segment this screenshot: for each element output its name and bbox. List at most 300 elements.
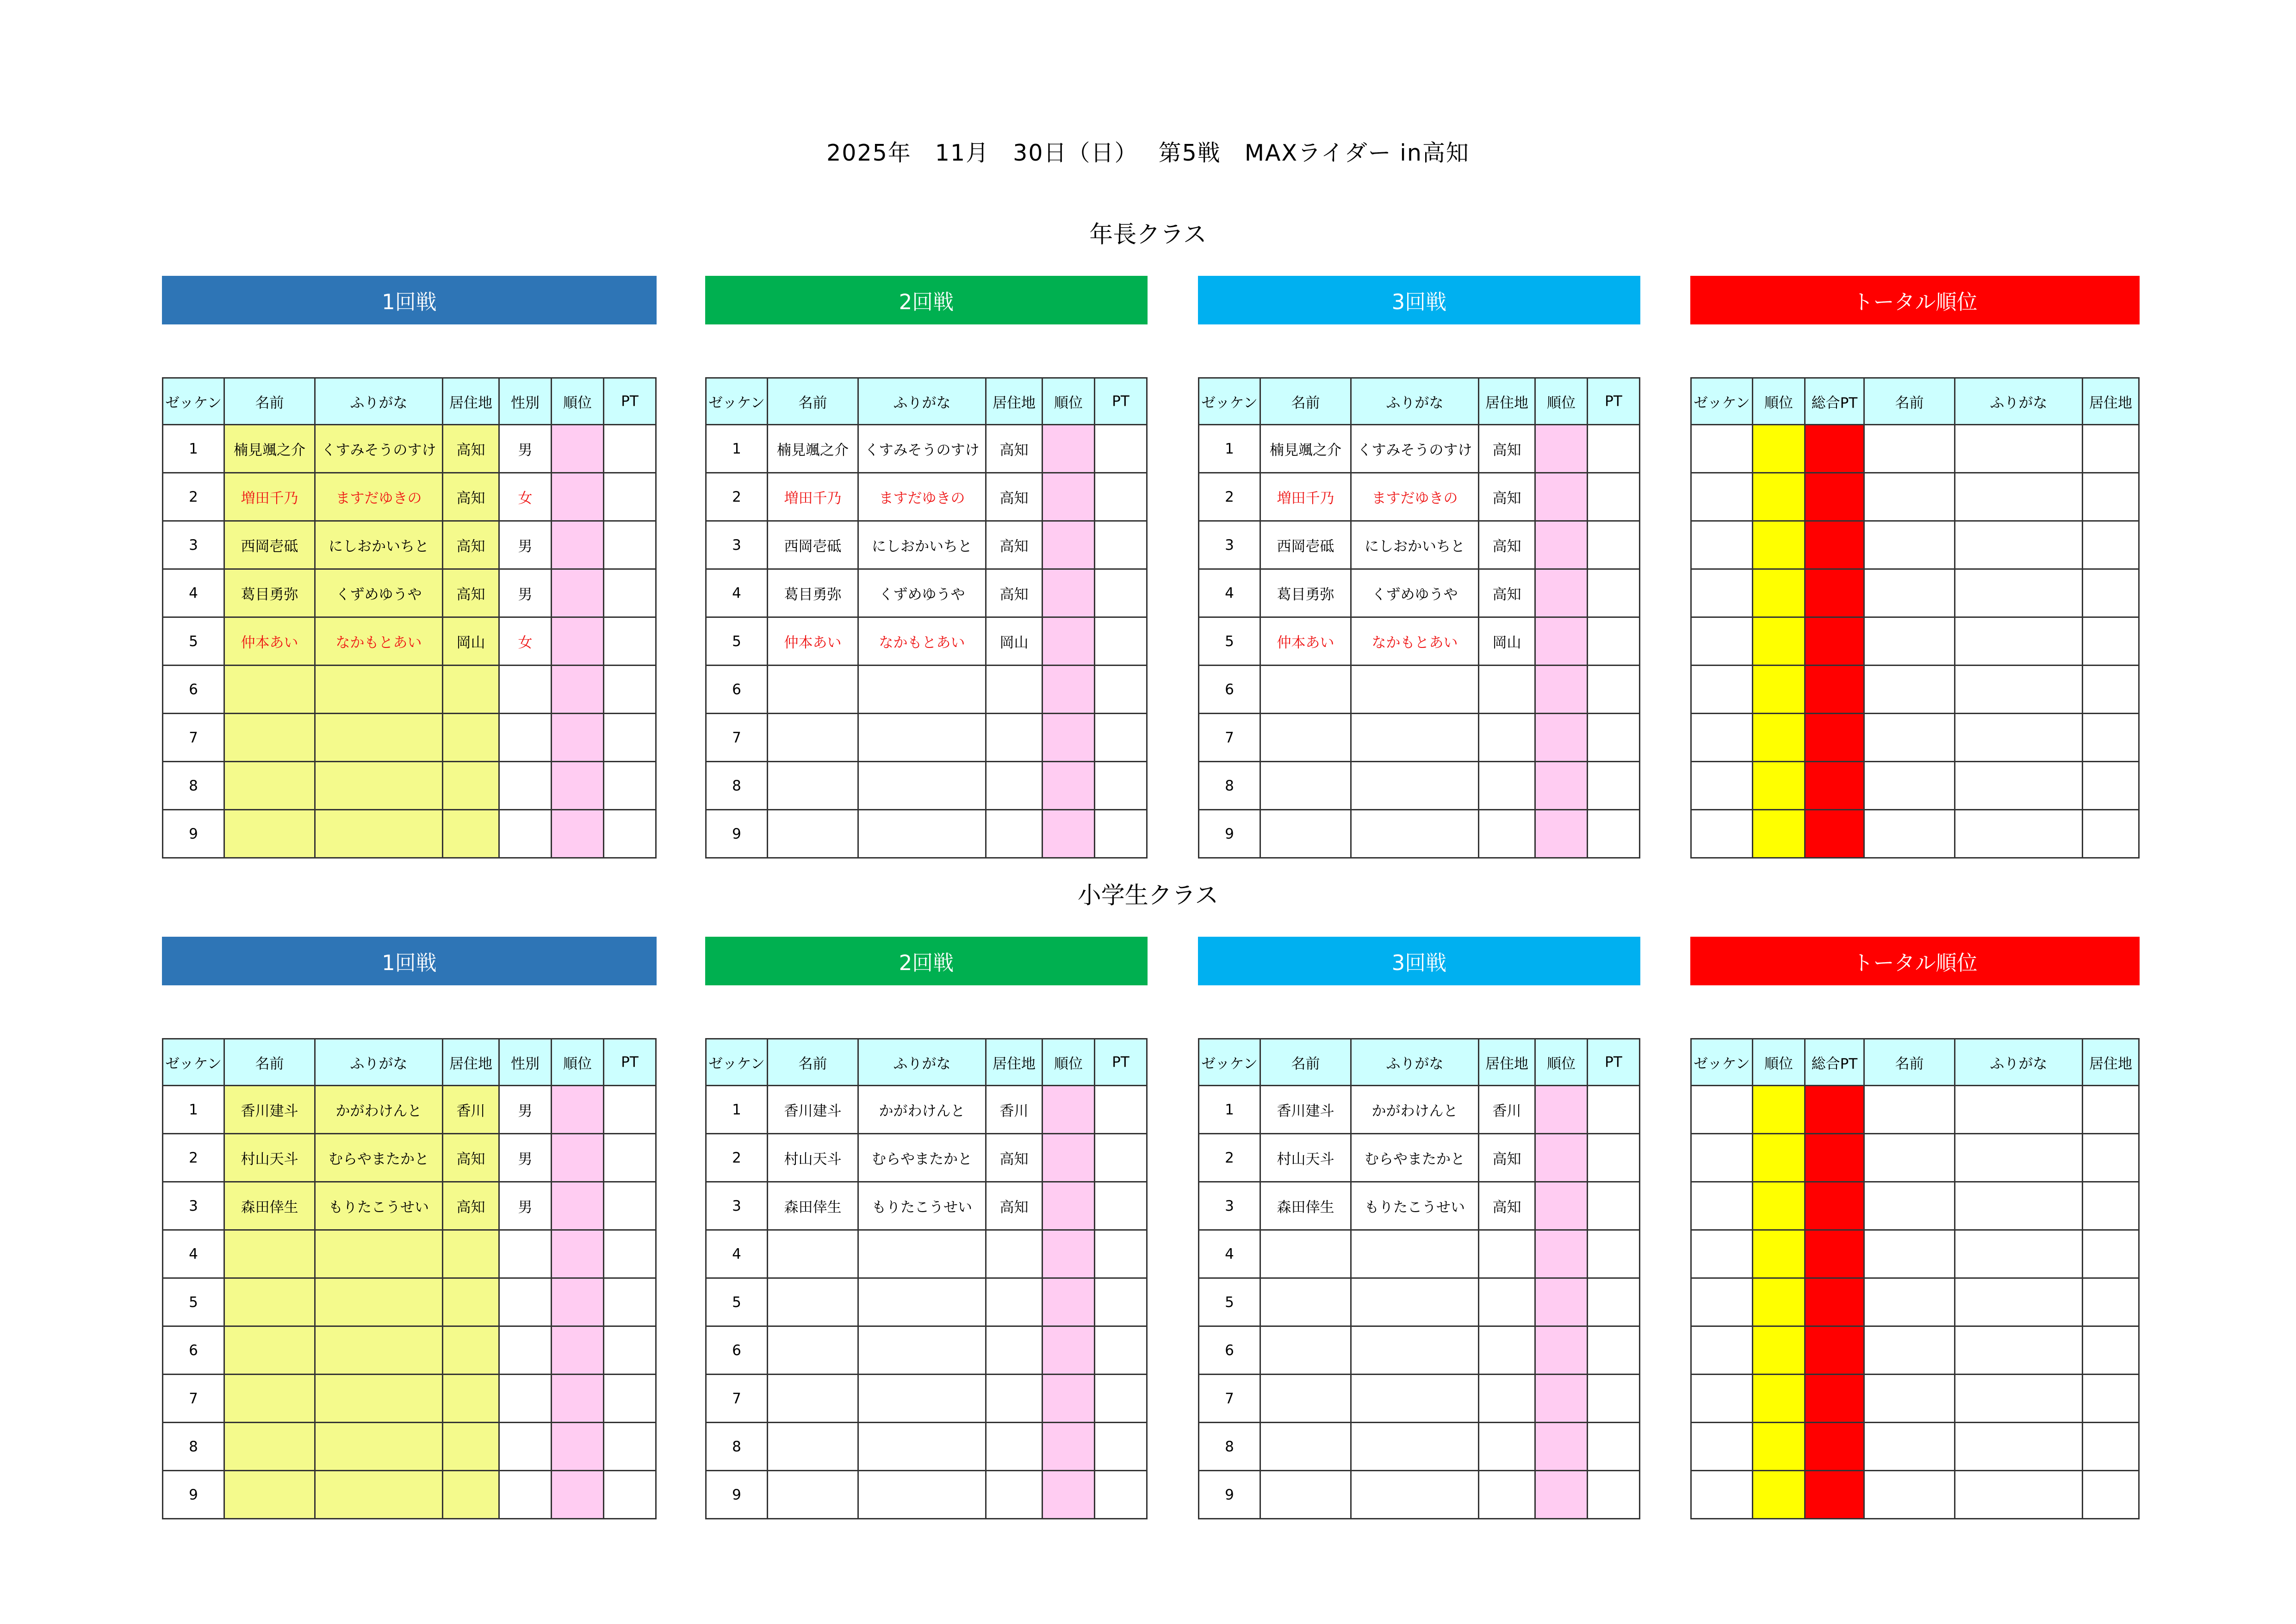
name-cell[interactable] [1864,425,1955,473]
column-header: 順位 [1535,1039,1588,1086]
total-pt-cell[interactable] [1805,810,1864,858]
home-cell: 高知 [1479,1134,1535,1182]
kana-cell: くすみそうのすけ [315,425,443,473]
kana-cell [1351,1278,1479,1326]
name-cell[interactable] [1864,666,1955,714]
rank-cell[interactable] [1753,1278,1805,1326]
pt-cell[interactable] [1588,1278,1640,1326]
column-header: ふりがな [1955,1039,2083,1086]
rank-cell[interactable] [552,1182,604,1230]
table-row [163,425,656,473]
total-pt-cell[interactable] [1805,1134,1864,1182]
pt-cell[interactable] [1588,569,1640,617]
home-cell[interactable] [2083,1086,2139,1134]
name-cell[interactable] [1864,714,1955,762]
name-cell[interactable] [1864,810,1955,858]
column-header: 順位 [1043,1039,1095,1086]
name-cell[interactable] [1864,1230,1955,1278]
name-cell[interactable] [1864,1423,1955,1471]
pt-cell[interactable] [1588,1326,1640,1375]
kinder-round2-table [705,377,1148,859]
name-cell: 村山天斗 [768,1134,858,1182]
table-row [706,1182,1147,1230]
rank-cell[interactable] [1043,473,1095,521]
bib-number-cell: 2 [1199,1134,1260,1182]
rank-cell[interactable] [1535,1375,1588,1423]
total-pt-cell[interactable] [1805,762,1864,810]
rank-cell[interactable] [1535,762,1588,810]
rank-cell[interactable] [1535,666,1588,714]
table-row [1691,569,2139,617]
rank-cell[interactable] [1535,1278,1588,1326]
header-row [1199,378,1640,425]
pt-cell[interactable] [1588,1375,1640,1423]
name-cell[interactable] [1864,762,1955,810]
table-row [163,1134,656,1182]
total-pt-cell[interactable] [1805,1375,1864,1423]
rank-cell[interactable] [1753,1230,1805,1278]
rank-cell[interactable] [1043,617,1095,666]
table-row [706,1326,1147,1375]
pt-cell[interactable] [1588,762,1640,810]
kana-cell: なかもとあい [315,617,443,666]
rank-cell[interactable] [552,1471,604,1519]
name-cell[interactable] [1864,569,1955,617]
kana-cell[interactable] [1955,1326,2083,1375]
rank-cell[interactable] [552,1423,604,1471]
total-pt-cell[interactable] [1805,569,1864,617]
pt-cell[interactable] [1588,810,1640,858]
table-row [1199,666,1640,714]
name-cell [224,1423,315,1471]
pt-cell[interactable] [604,1086,656,1134]
name-cell [1260,762,1351,810]
total-pt-cell[interactable] [1805,1471,1864,1519]
table-row [706,1423,1147,1471]
rank-cell[interactable] [552,1086,604,1134]
rank-cell[interactable] [552,1134,604,1182]
kana-cell[interactable] [1955,762,2083,810]
rank-cell[interactable] [1753,1134,1805,1182]
home-cell[interactable] [2083,617,2139,666]
pt-cell[interactable] [604,1182,656,1230]
name-cell[interactable] [1864,1134,1955,1182]
home-cell[interactable] [2083,425,2139,473]
total-pt-cell[interactable] [1805,666,1864,714]
home-cell[interactable] [2083,1423,2139,1471]
rank-cell[interactable] [1535,1086,1588,1134]
name-cell [1260,666,1351,714]
kana-cell: にしおかいちと [858,521,986,569]
rank-cell[interactable] [552,473,604,521]
rank-cell[interactable] [1753,1326,1805,1375]
rank-cell[interactable] [1535,1423,1588,1471]
table-row [706,1230,1147,1278]
column-header: 順位 [552,378,604,425]
table-row [1199,569,1640,617]
rank-cell[interactable] [1043,1134,1095,1182]
pt-cell[interactable] [1095,1230,1147,1278]
name-cell: 森田倖生 [768,1182,858,1230]
home-cell[interactable] [2083,714,2139,762]
rank-cell[interactable] [1043,1471,1095,1519]
bib-number-cell: 4 [706,1230,768,1278]
kana-cell[interactable] [1955,1182,2083,1230]
rank-cell[interactable] [1753,1086,1805,1134]
total-pt-cell[interactable] [1805,1423,1864,1471]
kana-cell[interactable] [1955,1230,2083,1278]
rank-cell[interactable] [1753,521,1805,569]
pt-cell[interactable] [1588,473,1640,521]
home-cell[interactable] [2083,1326,2139,1375]
rank-cell[interactable] [1043,762,1095,810]
home-cell[interactable] [2083,1134,2139,1182]
rank-cell[interactable] [1753,666,1805,714]
rank-cell[interactable] [1535,810,1588,858]
rank-cell[interactable] [1753,569,1805,617]
table-row [1691,1326,2139,1375]
rank-cell[interactable] [552,1375,604,1423]
rank-cell[interactable] [1753,810,1805,858]
rank-cell[interactable] [1043,1326,1095,1375]
column-header: 順位 [552,1039,604,1086]
rank-cell[interactable] [1043,1230,1095,1278]
column-header: 名前 [1864,378,1955,425]
table-row [1691,1375,2139,1423]
rank-cell[interactable] [1043,521,1095,569]
bib-number-cell [1691,1230,1753,1278]
pt-cell[interactable] [1095,521,1147,569]
rank-cell[interactable] [1043,714,1095,762]
kana-cell[interactable] [1955,617,2083,666]
rank-cell[interactable] [1535,1230,1588,1278]
total-pt-cell[interactable] [1805,617,1864,666]
rank-cell[interactable] [1753,1182,1805,1230]
home-cell [986,1230,1043,1278]
rank-cell[interactable] [1043,1086,1095,1134]
name-cell [768,810,858,858]
kana-cell[interactable] [1955,1423,2083,1471]
name-cell: 仲本あい [1260,617,1351,666]
home-cell[interactable] [2083,569,2139,617]
pt-cell[interactable] [604,1471,656,1519]
pt-cell[interactable] [1588,714,1640,762]
pt-cell[interactable] [1588,1182,1640,1230]
header-row [1691,378,2139,425]
rank-cell[interactable] [552,1230,604,1278]
total-pt-cell[interactable] [1805,1182,1864,1230]
rank-cell[interactable] [1535,1471,1588,1519]
table-row [1199,1230,1640,1278]
pt-cell[interactable] [1095,1086,1147,1134]
rank-cell[interactable] [552,617,604,666]
table-row [706,714,1147,762]
column-header: PT [1588,378,1640,425]
rank-cell[interactable] [1043,1423,1095,1471]
table-row [1691,1278,2139,1326]
kana-cell[interactable] [1955,1134,2083,1182]
rank-cell[interactable] [1043,1375,1095,1423]
kana-cell: かがわけんと [1351,1086,1479,1134]
rank-cell[interactable] [552,762,604,810]
name-cell: 増田千乃 [1260,473,1351,521]
name-cell[interactable] [1864,1182,1955,1230]
rank-cell[interactable] [552,425,604,473]
pt-cell[interactable] [1095,617,1147,666]
pt-cell[interactable] [604,810,656,858]
home-cell [1479,1230,1535,1278]
table-row [1691,1086,2139,1134]
name-cell [1260,1423,1351,1471]
bib-number-cell: 9 [706,810,768,858]
kana-cell[interactable] [1955,473,2083,521]
rank-cell[interactable] [552,1278,604,1326]
pt-cell[interactable] [1095,1182,1147,1230]
home-cell[interactable] [2083,1375,2139,1423]
table-row [1691,810,2139,858]
home-cell[interactable] [2083,666,2139,714]
rank-cell[interactable] [1753,425,1805,473]
rank-cell[interactable] [1753,1423,1805,1471]
total-pt-cell[interactable] [1805,1326,1864,1375]
bib-number-cell [1691,810,1753,858]
kana-cell [1351,1326,1479,1375]
home-cell[interactable] [2083,810,2139,858]
pt-cell[interactable] [1095,473,1147,521]
rank-cell[interactable] [1753,473,1805,521]
home-cell [986,714,1043,762]
rank-cell[interactable] [1753,762,1805,810]
pt-cell[interactable] [1095,1326,1147,1375]
rank-cell[interactable] [1043,569,1095,617]
kana-cell[interactable] [1955,425,2083,473]
home-cell[interactable] [2083,1471,2139,1519]
name-cell [1260,1375,1351,1423]
pt-cell[interactable] [1588,425,1640,473]
pt-cell[interactable] [604,521,656,569]
pt-cell[interactable] [1095,666,1147,714]
pt-cell[interactable] [604,425,656,473]
total-pt-cell[interactable] [1805,1230,1864,1278]
name-cell[interactable] [1864,521,1955,569]
name-cell[interactable] [1864,473,1955,521]
kana-cell[interactable] [1955,666,2083,714]
home-cell: 高知 [986,1182,1043,1230]
rank-cell[interactable] [1535,1182,1588,1230]
rank-cell[interactable] [1535,569,1588,617]
total-pt-cell[interactable] [1805,521,1864,569]
bib-number-cell: 4 [1199,1230,1260,1278]
table-row [706,425,1147,473]
table-row [163,1230,656,1278]
pt-cell[interactable] [604,617,656,666]
name-cell [224,714,315,762]
column-header: ふりがな [1955,378,2083,425]
gender-cell [499,762,552,810]
bib-number-cell: 6 [1199,1326,1260,1375]
table-row [1199,1278,1640,1326]
home-cell[interactable] [2083,1182,2139,1230]
pt-cell[interactable] [1095,1375,1147,1423]
bib-number-cell: 3 [163,521,224,569]
kana-cell [1351,1375,1479,1423]
rank-cell[interactable] [1535,1134,1588,1182]
header-row [163,1039,656,1086]
table-row [1691,762,2139,810]
kana-cell[interactable] [1955,521,2083,569]
kana-cell[interactable] [1955,1471,2083,1519]
pt-cell[interactable] [604,473,656,521]
name-cell[interactable] [1864,1278,1955,1326]
name-cell[interactable] [1864,617,1955,666]
home-cell: 岡山 [1479,617,1535,666]
rank-cell[interactable] [1753,617,1805,666]
rank-cell[interactable] [552,810,604,858]
name-cell[interactable] [1864,1471,1955,1519]
total-header: トータル順位 [1690,937,2140,985]
rank-cell[interactable] [1535,714,1588,762]
home-cell[interactable] [2083,1278,2139,1326]
rank-cell[interactable] [1043,425,1095,473]
pt-cell[interactable] [1095,1278,1147,1326]
rank-cell[interactable] [1535,1326,1588,1375]
pt-cell[interactable] [1588,1086,1640,1134]
bib-number-cell: 5 [1199,617,1260,666]
pt-cell[interactable] [1095,1471,1147,1519]
kana-cell: むらやまたかと [315,1134,443,1182]
bib-number-cell: 8 [1199,762,1260,810]
pt-cell[interactable] [1095,1423,1147,1471]
table-row [163,521,656,569]
table-row [1691,1471,2139,1519]
header-row [706,378,1147,425]
home-cell [443,666,499,714]
rank-cell[interactable] [1535,521,1588,569]
bib-number-cell: 1 [1199,425,1260,473]
home-cell[interactable] [2083,762,2139,810]
pt-cell[interactable] [604,1134,656,1182]
home-cell: 高知 [1479,569,1535,617]
pt-cell[interactable] [1588,1471,1640,1519]
total-pt-cell[interactable] [1805,714,1864,762]
bib-number-cell: 9 [163,1471,224,1519]
rank-cell[interactable] [1535,473,1588,521]
kinder-round3-table [1198,377,1640,859]
rank-cell[interactable] [552,1326,604,1375]
total-pt-cell[interactable] [1805,1086,1864,1134]
table-row [1199,1471,1640,1519]
rank-cell[interactable] [1753,714,1805,762]
kana-cell: もりたこうせい [315,1182,443,1230]
kana-cell: ますだゆきの [858,473,986,521]
table-row [1691,666,2139,714]
pt-cell[interactable] [1588,666,1640,714]
home-cell [443,714,499,762]
gender-cell [499,1375,552,1423]
pt-cell[interactable] [1588,1423,1640,1471]
rank-cell[interactable] [1043,666,1095,714]
table-row [1691,1230,2139,1278]
pt-cell[interactable] [604,1230,656,1278]
bib-number-cell: 8 [706,1423,768,1471]
pt-cell[interactable] [1095,810,1147,858]
rank-cell[interactable] [1535,425,1588,473]
table-row [1199,1326,1640,1375]
bib-number-cell: 1 [163,425,224,473]
pt-cell[interactable] [1588,1134,1640,1182]
kana-cell[interactable] [1955,1375,2083,1423]
bib-number-cell: 2 [1199,473,1260,521]
table-row [163,1086,656,1134]
kana-cell[interactable] [1955,1278,2083,1326]
name-cell[interactable] [1864,1326,1955,1375]
rank-cell[interactable] [1043,1182,1095,1230]
rank-cell[interactable] [552,714,604,762]
rank-cell[interactable] [552,521,604,569]
home-cell[interactable] [2083,473,2139,521]
pt-cell[interactable] [1095,1134,1147,1182]
pt-cell[interactable] [604,762,656,810]
pt-cell[interactable] [604,1375,656,1423]
column-header: 居住地 [986,1039,1043,1086]
pt-cell[interactable] [1095,425,1147,473]
pt-cell[interactable] [604,666,656,714]
pt-cell[interactable] [1095,714,1147,762]
name-cell[interactable] [1864,1375,1955,1423]
bib-number-cell: 6 [1199,666,1260,714]
name-cell[interactable] [1864,1086,1955,1134]
kana-cell[interactable] [1955,810,2083,858]
pt-cell[interactable] [604,1326,656,1375]
class-title: 小学生クラス [1077,882,1219,909]
home-cell[interactable] [2083,1230,2139,1278]
kana-cell [315,1471,443,1519]
rank-cell[interactable] [1753,1471,1805,1519]
total-pt-cell[interactable] [1805,473,1864,521]
rank-cell[interactable] [552,666,604,714]
rank-cell[interactable] [1043,810,1095,858]
rank-cell[interactable] [1753,1375,1805,1423]
total-pt-cell[interactable] [1805,425,1864,473]
kana-cell [858,1375,986,1423]
round1-header: 1回戦 [162,937,657,985]
pt-cell[interactable] [1095,762,1147,810]
pt-cell[interactable] [1588,521,1640,569]
pt-cell[interactable] [604,1423,656,1471]
kana-cell[interactable] [1955,569,2083,617]
home-cell [1479,1375,1535,1423]
rank-cell[interactable] [552,569,604,617]
home-cell[interactable] [2083,521,2139,569]
home-cell [1479,1278,1535,1326]
total-pt-cell[interactable] [1805,1278,1864,1326]
pt-cell[interactable] [1588,617,1640,666]
kana-cell[interactable] [1955,1086,2083,1134]
pt-cell[interactable] [604,1278,656,1326]
pt-cell[interactable] [1588,1230,1640,1278]
rank-cell[interactable] [1043,1278,1095,1326]
bib-number-cell [1691,666,1753,714]
pt-cell[interactable] [604,569,656,617]
pt-cell[interactable] [604,714,656,762]
table-row [1199,617,1640,666]
gender-cell [499,810,552,858]
home-cell [1479,666,1535,714]
kana-cell[interactable] [1955,714,2083,762]
rank-cell[interactable] [1535,617,1588,666]
bib-number-cell: 9 [1199,1471,1260,1519]
pt-cell[interactable] [1095,569,1147,617]
